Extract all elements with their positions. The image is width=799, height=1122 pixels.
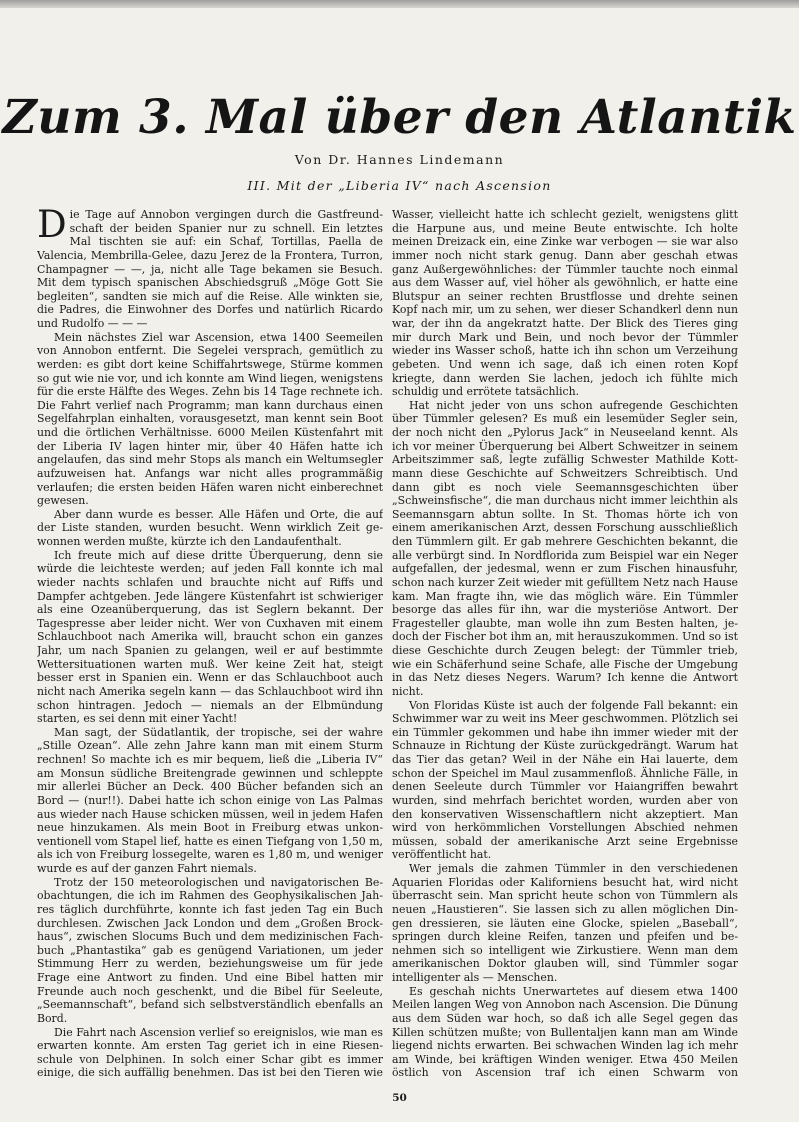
page-number: 50 xyxy=(392,1092,407,1104)
paragraph: Wer jemals die zahmen Tümmler in den verschiedenen Aquarien Floridas oder Kaliforniens besucht hat, wird nicht überrascht sein. Man spricht heute schon von Tümmlern als neuen „Haustieren“. Sie lassen sich zu allen möglichen Dingen dressieren, sie läuten eine Glocke, spielen „Baseball“, springen durch kleine Reifen, tanzen und pfeifen und benehmen sich so intelligent wie Zirkustiere. Wenn man dem amerikanischen Doktor glauben will, sind Tümmler sogar intelligenter als — Menschen. xyxy=(392,862,738,984)
drop-cap: D xyxy=(37,208,67,246)
paragraph: Es geschah nichts Unerwartetes auf diesem etwa 1400 Meilen langen Weg von Annobon nach Ascension. Die Dünung aus dem Süden war hoch, so daß ich alle Segel gegen das Killen schützen mußte; von Bullentaljen kann man am Winde liegend nichts erwarten. Bei schwachen Winden lag ich mehr am Winde, bei kräftigen Winden weniger. Etwa 450 Meilen östlich von Ascension traf ich einen Schwarm von xyxy=(392,984,738,1078)
paragraph: Wasser, vielleicht hatte ich schlecht gezielt, wenigstens glitt die Harpune aus, und meine Beute entwischte. Ich holte meinen Dreizack ein, eine Zinke war verbogen — sie war also immer noch nicht stark genug. Dann aber geschah etwas ganz Außergewöhnliches: der Tümmler tauchte noch einmal aus dem Wasser auf, viel höher als gewöhnlich, er hatte eine Blutspur an seiner rechten Brustflosse und drehte seinen Kopf nach mir, um zu sehen, wer dieser Schandkerl denn nun war, der ihn da angekratzt hatte. Der Blick des Tieres ging mir durch Mark und Bein, und noch bevor der Tümmler wieder ins Wasser schoß, hatte ich ihn schon um Verzeihung gebeten. Und wenn ich sage, daß ich einen roten Kopf kriegte, dann werden Sie lachen, jedoch ich fühlte mich schuldig und errötete tatsächlich. xyxy=(392,208,738,399)
scan-edge xyxy=(0,0,799,8)
paragraph-text: ie Tage auf Annobon vergingen durch die Gastfreundschaft der beiden Spanier nur zu schnell. Ein letztes Mal tischten sie auf: ein Schaf, Tortillas, Paella de Valencia, Membrilla-Gelee, dazu Jerez de la Frontera, Turron, Champagner — —, ja, nicht alle Tage bekamen sie Besuch. Mit dem typisch spanischen Abschiedsgruß „Möge Gott Sie begleiten“, sandten sie mich auf die Reise. Alle winkten sie, die Padres, die Einwohner des Dorfes und natürlich Ricardo und Rudolfo — — — xyxy=(37,208,383,330)
author-byline: Von Dr. Hannes Lindemann xyxy=(294,152,505,167)
article-subtitle: III. Mit der „Liberia IV“ nach Ascension xyxy=(247,178,552,193)
paragraph xyxy=(37,208,383,331)
paragraph: Man sagt, der Südatlantik, der tropische, sei der wahre „Stille Ozean“. Alle zehn Jahre kann man mit einem Sturm rechnen! So machte ich es mir bequem, ließ die „Liberia IV“ am Monsun südliche Breitengrade gewinnen und schleppte mir allerlei Bücher an Deck. 400 Bücher befanden sich an Bord — (nur!!). Dabei hatte ich schon einige von Las Palmas aus wieder nach Hause schicken müssen, weil in jedem Hafen neue hinzukamen. Als mein Boot in Freiburg etwas unkonventionell vom Stapel lief, hatte es einen Tiefgang von 1,50 m, als ich von Freiburg lossegelte, waren es 1,80 m, und weniger wurde es auf der ganzen Fahrt niemals. xyxy=(37,725,383,875)
paragraph: Hat nicht jeder von uns schon aufregende Geschichten über Tümmler gelesen? Es muß ein lesemüder Segler sein, der noch nicht den „Pylorus Jack“ in Neuseeland kennt. Als ich vor meiner Überquerung bei Albert Schweitzer in seinem Arbeitszimmer saß, legte zufällig Schwester Mathilde Kottmann diese Geschichte auf Schweitzers Schreibtisch. Und dann gibt es noch viele Seemannsgeschichten über „Schweinsfische“, die man durchaus nicht immer leichthin als Seemannsgarn abtun sollte. In St. Thomas hörte ich von einem amerikanischen Arzt, dessen Forschung ausschließlich den Tümmlern gilt. Er gab mehrere Geschichten bekannt, die alle verbürgt sind. In Nordflorida zum Beispiel war ein Neger aufgefallen, der jedesmal, wenn er zum Fischen hinausfuhr, schon nach kurzer Zeit wieder mit gefülltem Netz nach Hause kam. Man fragte ihn, wie das möglich wäre. Ein Tümmler besorge das alles für ihn, war die mysteriöse Antwort. Der Fragesteller glaubte, man wolle ihn zum Besten halten, jedoch der Fischer bot ihm an, mit herauszukommen. Und so ist diese Geschichte durch Zeugen belegt: der Tümmler trieb, wie ein Schäferhund seine Schafe, alle Fische der Umgebung in das Netz dieses Negers. Warum? Ich kenne die Antwort nicht. xyxy=(392,398,738,698)
paragraph: Ich freute mich auf diese dritte Überquerung, denn sie würde die leichteste werden; auf jeden Fall konnte ich mal wieder nachts schlafen und brauchte nicht auf Riffs und Dampfer achtgeben. Jede längere Küstenfahrt ist schwieriger als eine Ozeanüberquerung, das ist Seglern bekannt. Der Tagespresse aber leider nicht. Wer von Cuxhaven mit einem Schlauchboot nach Amerika will, braucht schon ein ganzes Jahr, um nach Spanien zu gelangen, weil er auf bestimmte Wettersituationen warten muß. Wer keine Zeit hat, steigt besser erst in Spanien ein. Wenn er das Schlauchboot auch nicht nach Amerika segeln kann — das Schlauchboot wird ihn schon hintragen. Jedoch — niemals an der Elbmündung starten, es sei denn mit einer Yacht! xyxy=(37,548,383,726)
paragraph: Von Floridas Küste ist auch der folgende Fall bekannt: ein Schwimmer war zu weit ins Meer geschwommen. Plötzlich sei ein Tümmler gekommen und habe ihn immer wieder mit der Schnauze in Richtung der Küste zurückgedrängt. Warum hat das Tier das getan? Weil in der Nähe ein Hai lauerte, dem schon der Speichel im Maul zusammenfloß. Ähnliche Fälle, in denen Seeleute durch Tümmler vor Haiangriffen bewahrt wurden, sind mehrfach berichtet worden, wurden aber von den konservativen Wissenschaftlern nicht akzeptiert. Man wird von herkömmlichen Vorstellungen Abschied nehmen müssen, sobald der amerikanische Arzt seine Ergebnisse veröffentlicht hat. xyxy=(392,698,738,862)
left-column xyxy=(37,208,383,1078)
right-column xyxy=(392,208,738,1078)
paragraph: Trotz der 150 meteorologischen und navigatorischen Beobachtungen, die ich im Rahmen des Geophysikalischen Jahres täglich durchführte, konnte ich fast jeden Tag ein Buch durchlesen. Zwischen Jack London und dem „Großen Brockhaus“, zwischen Slocums Buch und dem medizinischen Fachbuch „Phantastika“ gab es genügend Variationen, um jeder Stimmung Herr zu werden, beziehungsweise um für jede Frage eine Antwort zu finden. Und eine Bibel hatten mir Freunde auch noch geschenkt, und die Bibel für Seeleute, „Seemannschaft“, befand sich selbstverständlich ebenfalls an Bord. xyxy=(37,875,383,1025)
paragraph: Mein nächstes Ziel war Ascension, etwa 1400 Seemeilen von Annobon entfernt. Die Segelei versprach, gemütlich zu werden: es gibt dort keine Schiffahrtswege, Stürme kommen so gut wie nie vor, und ich konnte am Wind liegen, wenigstens für die erste Hälfte des Weges. Zehn bis 14 Tage rechnete ich. Die Fahrt verlief nach Programm; man kann durchaus einen Segelfahrplan einhalten, vorausgesetzt, man kennt sein Boot und die örtlichen Verhältnisse. 6000 Meilen Küstenfahrt mit der Liberia IV lagen hinter mir, über 40 Häfen hatte ich angelaufen, das sind mehr Stops als manch ein Weltumsegler aufzuweisen hat. Anfangs war nicht alles programmäßig verlaufen; die ersten beiden Häfen waren nicht einberechnet gewesen. xyxy=(37,330,383,508)
paragraph: Die Fahrt nach Ascension verlief so ereignislos, wie man es erwarten konnte. Am ersten Tag geriet ich in eine Riesenschule von Delphinen. In solch einer Schar gibt es immer einige, die sich auffällig benehmen. Das ist bei den Tieren wie xyxy=(37,1025,383,1078)
article-title: Zum 3. Mal über den Atlantik xyxy=(2,90,797,145)
paragraph: Aber dann wurde es besser. Alle Häfen und Orte, die auf der Liste standen, wurden besucht. Wenn wirklich Zeit gewonnen werden mußte, kürzte ich den Landaufenthalt. xyxy=(37,507,383,548)
